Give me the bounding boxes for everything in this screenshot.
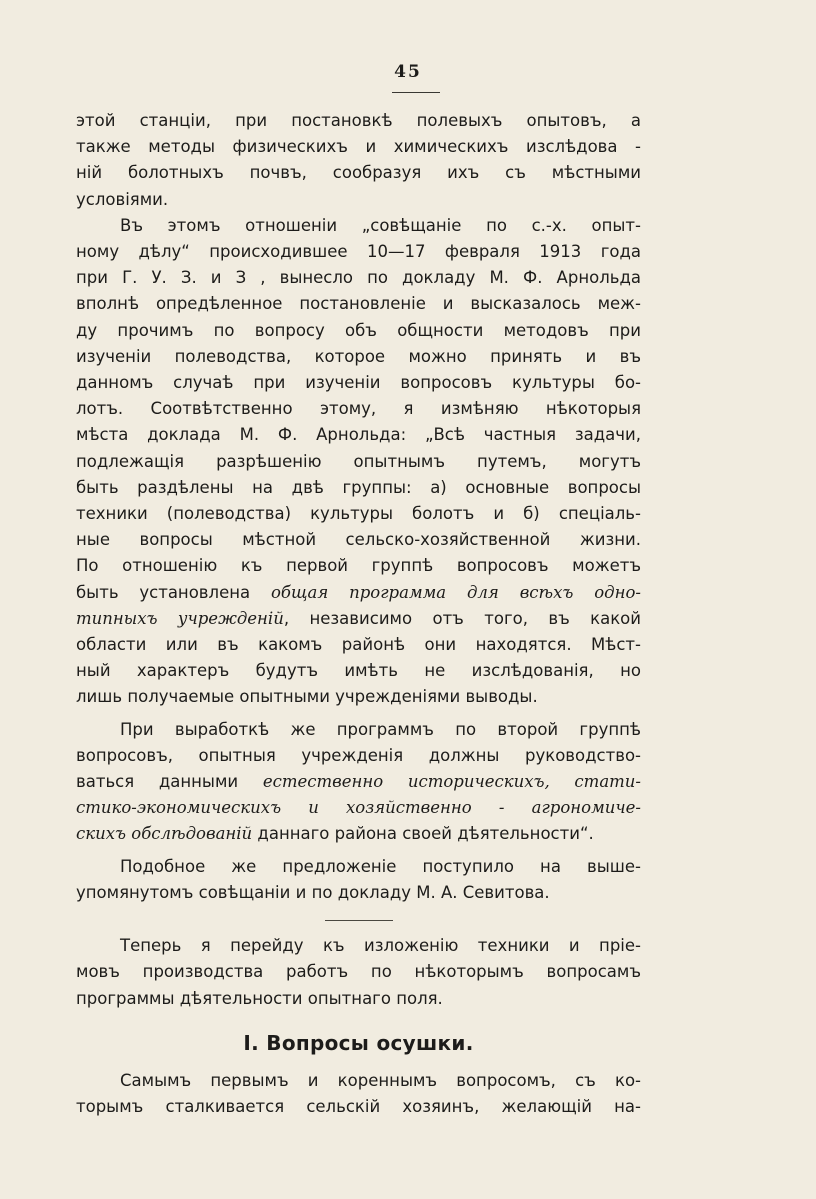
text-line: Теперь я перейду къ изложенію техники и пріе- [120, 936, 641, 956]
text-line [76, 606, 641, 632]
body-text [76, 108, 641, 1120]
page-number-rule [392, 92, 440, 93]
text-line: этой станціи, при постановкѣ полевыхъ опытовъ, а [76, 111, 641, 130]
text-line: мѣста доклада М. Ф. Арнольда: „Всѣ частныя задачи, [76, 425, 641, 445]
text-line: Въ этомъ отношеніи „совѣщаніе по с.-х. опыт- [120, 215, 641, 235]
text-line: торымъ сталкивается сельскій хозяинъ, желающій на- [76, 1097, 641, 1117]
text-line: мовъ производства работъ по нѣкоторымъ вопросамъ [76, 962, 641, 982]
text-run: ваться данными [76, 772, 263, 792]
text-run: даннаго района своей дѣятельности“. [252, 824, 594, 844]
page-number: 45 [394, 62, 422, 82]
italic-run: скихъ обслѣдованій [76, 824, 253, 844]
text-line: Самымъ первымъ и кореннымъ вопросомъ, съ ко- [120, 1070, 641, 1090]
text-line: При выработкѣ же программъ по второй группѣ [120, 719, 641, 739]
text-line: условіями. [76, 189, 169, 209]
text-line: изученіи полеводства, которое можно принять и въ [76, 346, 641, 366]
text-line: быть раздѣлены на двѣ группы: а) основные вопросы [76, 477, 641, 497]
text-line: ные вопросы мѣстной сельско-хозяйственной жизни. [76, 530, 641, 550]
italic-run: типныхъ учрежденій [76, 608, 284, 628]
text-line: подлежащія разрѣшенію опытнымъ путемъ, могутъ [76, 451, 641, 471]
text-line: упомянутомъ совѣщаніи и по докладу М. А. Севитова. [76, 882, 550, 902]
text-line: техники (полеводства) культуры болотъ и б) спеціаль- [76, 504, 641, 524]
text-line: ный характеръ будутъ имѣть не изслѣдованія, но [76, 661, 641, 681]
text-line: вопросовъ, опытныя учрежденія должны руководство- [76, 745, 641, 765]
text-line: области или въ какомъ районѣ они находятся. Мѣст- [76, 635, 641, 655]
text-line: также методы физическихъ и химическихъ изслѣдова - [76, 137, 641, 157]
text-line [76, 821, 641, 847]
text-line: при Г. У. З. и З , вынесло по докладу М. Ф. Арнольда [76, 268, 641, 288]
section-heading: I. Вопросы осушки. [243, 1030, 474, 1055]
text-line [76, 769, 641, 795]
text-line: данномъ случаѣ при изученіи вопросовъ культуры бо- [76, 373, 641, 393]
text-line: программы дѣятельности опытнаго поля. [76, 988, 443, 1008]
text-line: ній болотныхъ почвъ, сообразуя ихъ съ мѣстными [76, 163, 641, 183]
text-line: лишь получаемые опытными учрежденіями выводы. [76, 687, 538, 707]
text-line: ному дѣлу“ происходившее 10—17 февраля 1913 года [76, 242, 641, 262]
text-run: , независимо отъ того, въ какой [283, 608, 641, 628]
text-line: Подобное же предложеніе поступило на выше- [120, 856, 641, 876]
text-line: вполнѣ опредѣленное постановленіе и высказалось меж- [76, 294, 641, 314]
text-line: По отношенію къ первой группѣ вопросовъ можетъ [76, 556, 641, 576]
text-line [76, 580, 641, 606]
text-line: ду прочимъ по вопросу объ общности методовъ при [76, 320, 641, 340]
italic-run: общая программа для всѣхъ одно- [270, 582, 641, 602]
text-line: стико-экономическихъ и хозяйственно - агрономиче- [76, 798, 641, 818]
text-run: быть установлена [76, 582, 271, 602]
section-divider [325, 920, 393, 921]
italic-run: естественно историческихъ, стати- [262, 772, 642, 792]
text-line: лотъ. Соотвѣтственно этому, я измѣняю нѣкоторыя [76, 399, 641, 419]
